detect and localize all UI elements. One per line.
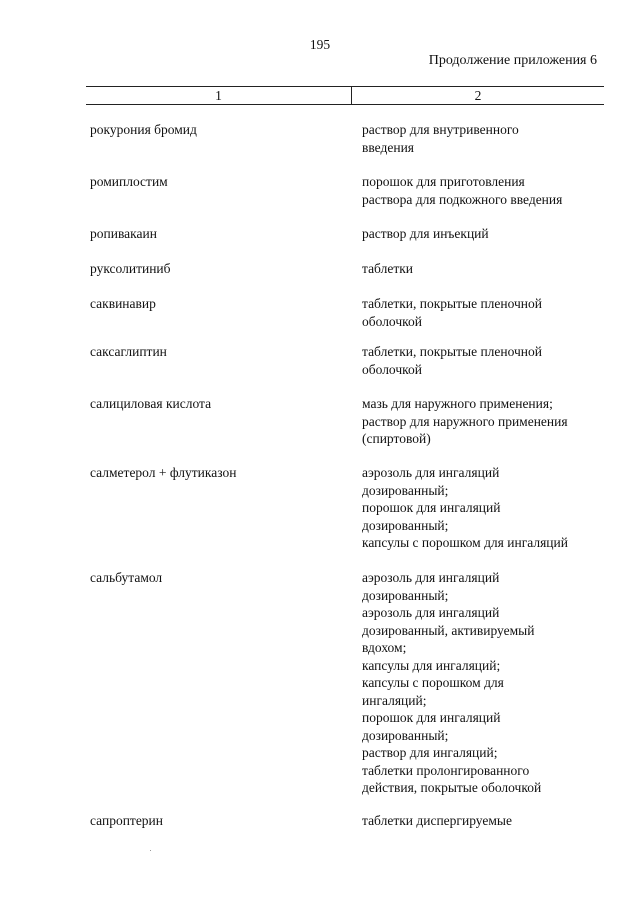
table-header: [86, 86, 604, 105]
dosage-form-line: введения: [362, 139, 415, 155]
dosage-form: [362, 569, 612, 797]
dosage-form-line: дозированный, активируемый: [362, 622, 535, 638]
dosage-form-line: раствора для подкожного введения: [362, 191, 563, 207]
dosage-form: [362, 260, 612, 278]
dosage-form: [362, 295, 612, 330]
dosage-form-line: оболочкой: [362, 361, 422, 377]
drug-name: саксаглиптин: [90, 344, 167, 359]
dosage-form-line: дозированный;: [362, 587, 449, 603]
drug-name: ропивакаин: [90, 226, 157, 241]
dosage-form-line: капсулы с порошком для ингаляций: [362, 535, 568, 550]
continuation-heading: Продолжение приложения 6: [428, 53, 597, 68]
dosage-form-line: мазь для наружного применения;: [362, 396, 553, 411]
drug-name: руксолитиниб: [90, 261, 171, 276]
dosage-form-line: аэрозоль для ингаляций: [362, 465, 500, 480]
drug-name: рокурония бромид: [90, 122, 197, 137]
scan-speck: [150, 850, 151, 851]
dosage-form: [362, 173, 612, 208]
drug-name: салициловая кислота: [90, 396, 212, 411]
drug-name: сальбутамол: [90, 570, 163, 585]
drug-name: саквинавир: [90, 296, 156, 311]
dosage-form-line: таблетки пролонгированного: [362, 762, 530, 778]
dosage-form: [362, 225, 612, 243]
dosage-form-line: порошок для ингаляций: [362, 500, 501, 515]
dosage-form-line: таблетки диспергируемые: [362, 813, 512, 828]
dosage-form-line: раствор для внутривенного: [362, 122, 519, 137]
dosage-form-line: раствор для инъекций: [362, 226, 489, 241]
dosage-form-line: капсулы с порошком для: [362, 675, 504, 690]
dosage-form: [362, 121, 612, 156]
dosage-form: [362, 464, 612, 552]
dosage-form: [362, 343, 612, 378]
dosage-form: [362, 812, 612, 830]
dosage-form-line: ингаляций;: [362, 692, 427, 708]
dosage-form-line: таблетки: [362, 261, 414, 276]
dosage-form-line: порошок для приготовления: [362, 174, 525, 189]
dosage-form: [362, 395, 612, 448]
drug-name: ромиплостим: [90, 174, 168, 189]
drug-name: сапроптерин: [90, 813, 164, 828]
dosage-form-line: раствор для ингаляций;: [362, 745, 498, 760]
dosage-form-line: оболочкой: [362, 313, 422, 329]
page-number: 195: [309, 37, 331, 52]
dosage-form-line: раствор для наружного применения: [362, 413, 568, 429]
dosage-form-line: действия, покрытые оболочкой: [362, 780, 542, 795]
dosage-form-line: аэрозоль для ингаляций: [362, 605, 500, 620]
dosage-form-line: капсулы для ингаляций;: [362, 657, 501, 673]
column-2-header: 2: [474, 88, 482, 103]
dosage-form-line: дозированный;: [362, 517, 449, 533]
dosage-form-line: таблетки, покрытые пленочной: [362, 296, 543, 311]
column-1-header: 1: [215, 88, 222, 103]
dosage-form-line: аэрозоль для ингаляций: [362, 570, 500, 585]
drug-name: салметерол + флутиказон: [90, 465, 237, 480]
dosage-form-line: таблетки, покрытые пленочной: [362, 344, 543, 359]
dosage-form-line: дозированный;: [362, 482, 449, 498]
dosage-form-line: (спиртовой): [362, 431, 431, 446]
dosage-form-line: вдохом;: [362, 640, 407, 655]
dosage-form-line: порошок для ингаляций: [362, 710, 501, 725]
dosage-form-line: дозированный;: [362, 727, 449, 743]
